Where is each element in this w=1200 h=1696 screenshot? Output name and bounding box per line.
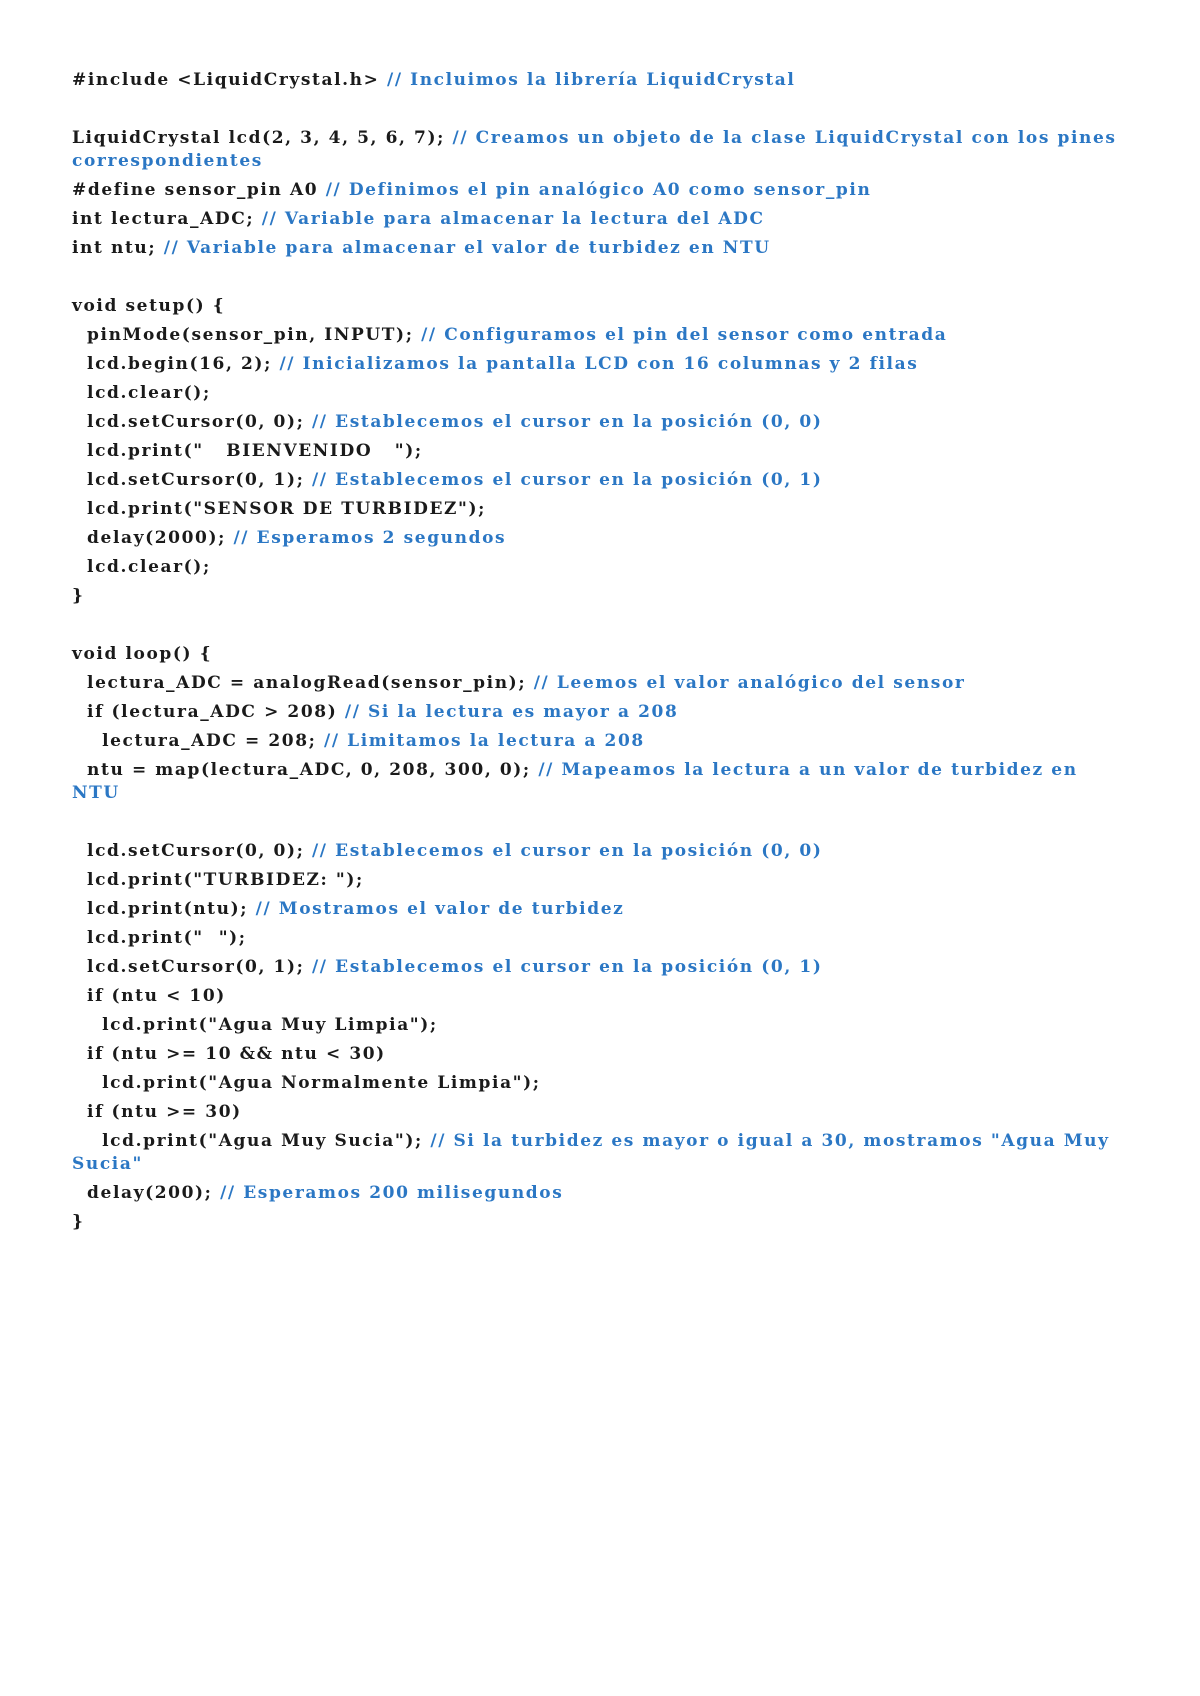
code-comment: // Mostramos el valor de turbidez bbox=[255, 899, 625, 919]
code-line bbox=[72, 292, 1132, 321]
code-text: lcd.print("Agua Muy Limpia"); bbox=[72, 1015, 438, 1035]
code-line bbox=[72, 924, 1132, 953]
code-line bbox=[72, 205, 1132, 234]
code-listing bbox=[72, 66, 1132, 1237]
code-blank-line bbox=[72, 263, 1132, 292]
code-text: lcd.begin(16, 2); bbox=[72, 354, 280, 374]
code-text: lectura_ADC = analogRead(sensor_pin); bbox=[72, 673, 534, 693]
code-text: delay(2000); bbox=[72, 528, 234, 548]
code-text: lcd.print("Agua Muy Sucia"); bbox=[72, 1131, 431, 1151]
code-line bbox=[72, 982, 1132, 1011]
code-text: int ntu; bbox=[72, 238, 164, 258]
code-text: lcd.setCursor(0, 1); bbox=[72, 957, 312, 977]
code-text: } bbox=[72, 586, 85, 606]
code-text: lcd.print("TURBIDEZ: "); bbox=[72, 870, 364, 890]
code-text: void setup() { bbox=[72, 296, 226, 316]
code-text: lcd.setCursor(0, 1); bbox=[72, 470, 312, 490]
code-comment: // Establecemos el cursor en la posición (0, 1) bbox=[312, 957, 823, 977]
code-line bbox=[72, 669, 1132, 698]
code-text: lcd.clear(); bbox=[72, 383, 211, 403]
code-line bbox=[72, 124, 1132, 176]
code-comment: // Establecemos el cursor en la posición (0, 0) bbox=[312, 841, 823, 861]
code-text: } bbox=[72, 1212, 85, 1232]
code-text: delay(200); bbox=[72, 1183, 221, 1203]
code-line bbox=[72, 408, 1132, 437]
code-line bbox=[72, 176, 1132, 205]
code-text: if (ntu >= 10 && ntu < 30) bbox=[72, 1044, 386, 1064]
code-line bbox=[72, 953, 1132, 982]
code-line bbox=[72, 321, 1132, 350]
code-comment: // Leemos el valor analógico del sensor bbox=[533, 673, 966, 693]
code-text: lcd.print(" BIENVENIDO "); bbox=[72, 441, 423, 461]
code-line bbox=[72, 495, 1132, 524]
code-comment: // Inicializamos la pantalla LCD con 16 columnas y 2 filas bbox=[279, 354, 919, 374]
code-comment: // Configuramos el pin del sensor como entrada bbox=[421, 325, 948, 345]
code-text: lcd.print("Agua Normalmente Limpia"); bbox=[72, 1073, 541, 1093]
code-comment: // Variable para almacenar la lectura del ADC bbox=[261, 209, 765, 229]
code-line bbox=[72, 895, 1132, 924]
code-comment: // Esperamos 200 milisegundos bbox=[220, 1183, 564, 1203]
code-line bbox=[72, 466, 1132, 495]
code-line bbox=[72, 640, 1132, 669]
code-comment: // Creamos un objeto de la clase LiquidCrystal con los pines correspondientes bbox=[72, 128, 1125, 171]
code-text: if (ntu >= 30) bbox=[72, 1102, 242, 1122]
code-text: lcd.print(ntu); bbox=[72, 899, 256, 919]
code-blank-line bbox=[72, 95, 1132, 124]
code-text: #define sensor_pin A0 bbox=[72, 180, 326, 200]
code-line bbox=[72, 350, 1132, 379]
code-comment: // Esperamos 2 segundos bbox=[233, 528, 507, 548]
code-line bbox=[72, 1127, 1132, 1179]
code-line bbox=[72, 582, 1132, 611]
code-line bbox=[72, 1011, 1132, 1040]
code-comment: // Si la lectura es mayor a 208 bbox=[344, 702, 679, 722]
code-line bbox=[72, 437, 1132, 466]
code-text: lcd.print("SENSOR DE TURBIDEZ"); bbox=[72, 499, 487, 519]
code-text: void loop() { bbox=[72, 644, 213, 664]
code-comment: // Mapeamos la lectura a un valor de turbidez en NTU bbox=[72, 760, 1086, 803]
code-line bbox=[72, 1179, 1132, 1208]
code-line bbox=[72, 837, 1132, 866]
code-text: if (lectura_ADC > 208) bbox=[72, 702, 345, 722]
code-text: int lectura_ADC; bbox=[72, 209, 262, 229]
code-text: lcd.setCursor(0, 0); bbox=[72, 412, 312, 432]
code-text: LiquidCrystal lcd(2, 3, 4, 5, 6, 7); bbox=[72, 128, 453, 148]
code-line bbox=[72, 379, 1132, 408]
code-line bbox=[72, 727, 1132, 756]
code-text: pinMode(sensor_pin, INPUT); bbox=[72, 325, 422, 345]
code-comment: // Definimos el pin analógico A0 como sensor_pin bbox=[325, 180, 872, 200]
code-line bbox=[72, 66, 1132, 95]
code-comment: // Variable para almacenar el valor de turbidez en NTU bbox=[163, 238, 771, 258]
code-text: lectura_ADC = 208; bbox=[72, 731, 325, 751]
code-line bbox=[72, 1040, 1132, 1069]
code-comment: // Incluimos la librería LiquidCrystal bbox=[387, 70, 796, 90]
code-comment: // Si la turbidez es mayor o igual a 30, mostramos "Agua Muy Sucia" bbox=[72, 1131, 1118, 1174]
code-text: if (ntu < 10) bbox=[72, 986, 226, 1006]
code-line bbox=[72, 1208, 1132, 1237]
code-line bbox=[72, 234, 1132, 263]
code-line bbox=[72, 1098, 1132, 1127]
code-text: #include <LiquidCrystal.h> bbox=[72, 70, 388, 90]
code-blank-line bbox=[72, 611, 1132, 640]
code-line bbox=[72, 553, 1132, 582]
code-line bbox=[72, 866, 1132, 895]
code-text: ntu = map(lectura_ADC, 0, 208, 300, 0); bbox=[72, 760, 539, 780]
code-comment: // Limitamos la lectura a 208 bbox=[324, 731, 645, 751]
code-line bbox=[72, 524, 1132, 553]
code-text: lcd.setCursor(0, 0); bbox=[72, 841, 312, 861]
code-blank-line bbox=[72, 808, 1132, 837]
code-text: lcd.print(" "); bbox=[72, 928, 247, 948]
code-comment: // Establecemos el cursor en la posición (0, 1) bbox=[312, 470, 823, 490]
code-line bbox=[72, 698, 1132, 727]
code-line bbox=[72, 1069, 1132, 1098]
code-comment: // Establecemos el cursor en la posición (0, 0) bbox=[312, 412, 823, 432]
code-text: lcd.clear(); bbox=[72, 557, 211, 577]
code-line bbox=[72, 756, 1132, 808]
